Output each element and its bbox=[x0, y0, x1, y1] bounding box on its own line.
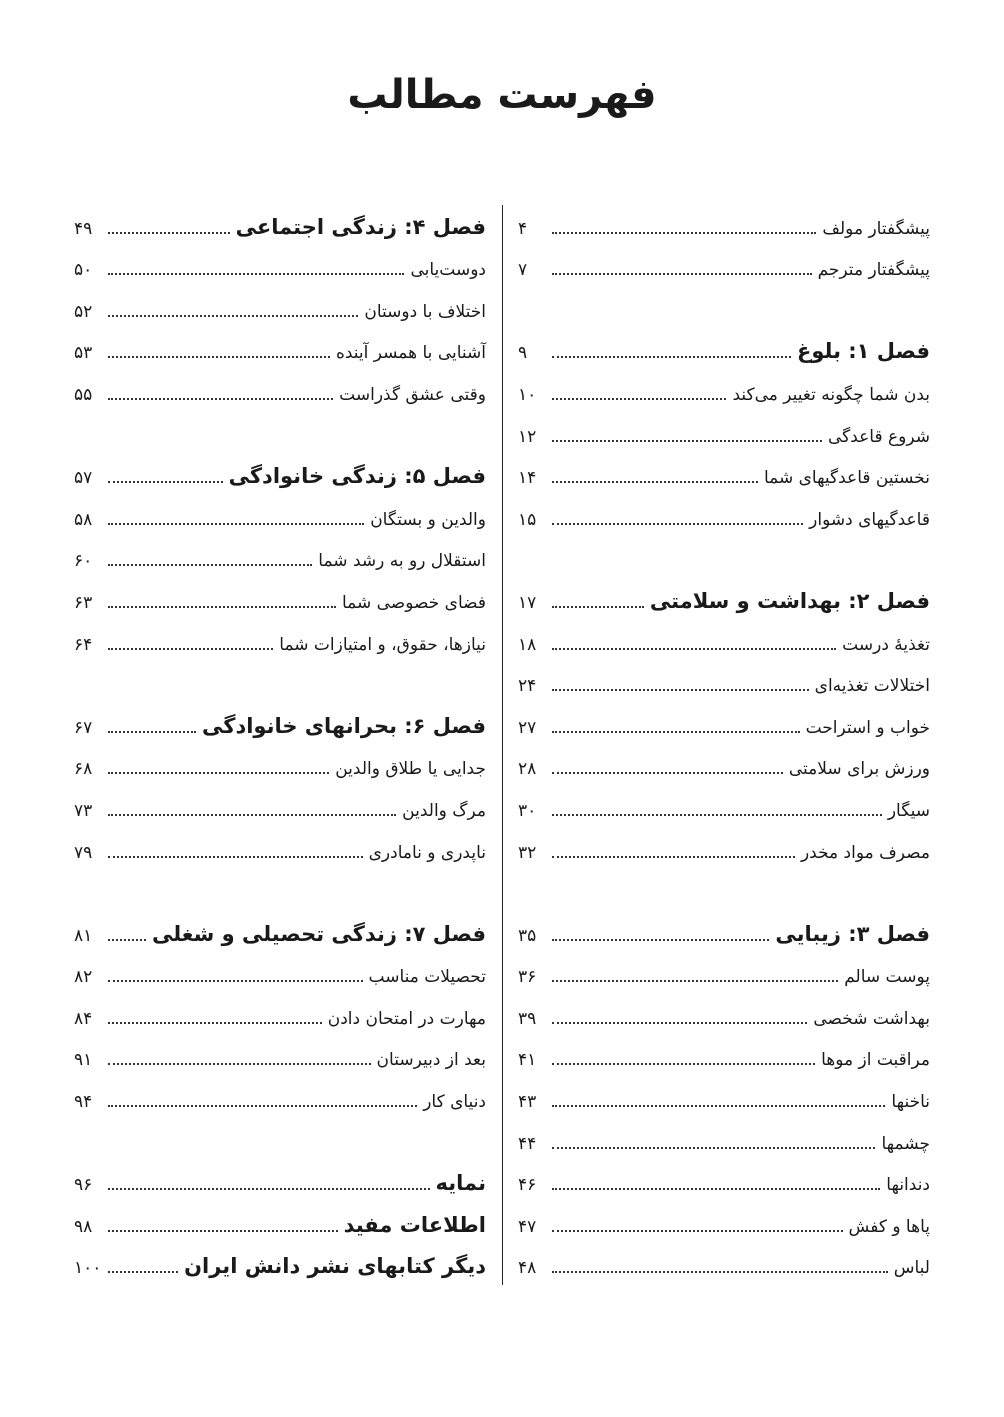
toc-entry-label: دندانها bbox=[886, 1175, 930, 1196]
toc-chapter-heading[interactable] bbox=[74, 205, 486, 247]
dot-leader bbox=[552, 1022, 807, 1024]
toc-chapter-heading[interactable] bbox=[518, 330, 930, 372]
toc-page-number: ۶۷ bbox=[74, 717, 93, 738]
toc-page-number: ۹ bbox=[518, 343, 528, 364]
dot-leader bbox=[108, 232, 230, 234]
dot-leader bbox=[108, 481, 223, 483]
toc-entry[interactable] bbox=[518, 496, 930, 538]
toc-entry-label: فصل ۱: بلوغ bbox=[796, 339, 930, 364]
toc-entry[interactable] bbox=[74, 995, 486, 1037]
toc-entry-label: نیازها، حقوق، و امتیازات شما bbox=[279, 634, 486, 655]
toc-entry-label: بعد از دبیرستان bbox=[376, 1050, 486, 1071]
dot-leader bbox=[552, 273, 812, 275]
toc-entry[interactable] bbox=[518, 954, 930, 996]
toc-entry[interactable] bbox=[518, 1037, 930, 1079]
toc-entry[interactable] bbox=[518, 621, 930, 663]
toc-entry[interactable] bbox=[518, 704, 930, 746]
toc-entry[interactable] bbox=[518, 663, 930, 705]
toc-page-number: ۵۵ bbox=[74, 384, 93, 405]
dot-leader bbox=[108, 523, 364, 525]
toc-entry-label: نمایه bbox=[435, 1171, 486, 1196]
toc-chapter-heading[interactable] bbox=[74, 1245, 486, 1287]
toc-entry[interactable] bbox=[74, 954, 486, 996]
dot-leader bbox=[108, 772, 329, 774]
toc-page-number: ۹۶ bbox=[74, 1175, 93, 1196]
toc-chapter-heading[interactable] bbox=[74, 455, 486, 497]
toc-page-number: ۵۰ bbox=[74, 260, 93, 281]
toc-entry-label: ورزش برای سلامتی bbox=[788, 759, 930, 780]
toc-page-number: ۱۷ bbox=[518, 592, 537, 613]
dot-leader bbox=[552, 356, 791, 358]
dot-leader bbox=[552, 398, 726, 400]
toc-entry-label: آشنایی با همسر آینده bbox=[335, 343, 486, 364]
dot-leader bbox=[552, 814, 882, 816]
dot-leader bbox=[108, 731, 196, 733]
toc-page-number: ۸۲ bbox=[74, 967, 93, 988]
toc-page-number: ۶۳ bbox=[74, 592, 93, 613]
toc-chapter-heading[interactable] bbox=[74, 912, 486, 954]
toc-entry[interactable] bbox=[518, 1078, 930, 1120]
toc-entry-label: شروع قاعدگی bbox=[827, 426, 930, 447]
dot-leader bbox=[552, 232, 816, 234]
toc-page-number: ۳۵ bbox=[518, 925, 537, 946]
dot-leader bbox=[108, 1271, 178, 1273]
dot-leader bbox=[552, 1063, 815, 1065]
toc-page-number: ۲۴ bbox=[518, 676, 537, 697]
toc-entry[interactable] bbox=[518, 247, 930, 289]
toc-entry-label: ناخنها bbox=[891, 1092, 930, 1113]
toc-entry-label: اختلاف با دوستان bbox=[364, 301, 486, 322]
toc-entry[interactable] bbox=[518, 1245, 930, 1287]
toc-page-number: ۶۴ bbox=[74, 634, 93, 655]
dot-leader bbox=[552, 980, 838, 982]
toc-entry-label: پیشگفتار مترجم bbox=[817, 260, 930, 281]
toc-page-number: ۴ bbox=[518, 218, 528, 239]
toc-right-column bbox=[518, 205, 930, 1286]
toc-spacer bbox=[518, 871, 930, 913]
toc-entry[interactable] bbox=[518, 205, 930, 247]
toc-entry-label: بهداشت شخصی bbox=[813, 1008, 930, 1029]
dot-leader bbox=[108, 856, 363, 858]
dot-leader bbox=[108, 356, 330, 358]
dot-leader bbox=[552, 772, 783, 774]
toc-entry-label: فصل ۵: زندگی خانوادگی bbox=[228, 464, 486, 489]
toc-entry-label: مهارت در امتحان دادن bbox=[327, 1008, 486, 1029]
toc-spacer bbox=[74, 871, 486, 913]
toc-entry-label: وقتی عشق گذراست bbox=[339, 384, 486, 405]
toc-entry-label: استقلال رو به رشد شما bbox=[318, 551, 486, 572]
toc-entry[interactable] bbox=[518, 1162, 930, 1204]
toc-entry-label: ناپدری و نامادری bbox=[368, 842, 486, 863]
dot-leader bbox=[552, 1230, 843, 1232]
dot-leader bbox=[108, 1105, 417, 1107]
toc-entry-label: فضای خصوصی شما bbox=[341, 592, 486, 613]
toc-entry-label: اطلاعات مفید bbox=[343, 1212, 486, 1237]
dot-leader bbox=[108, 648, 273, 650]
dot-leader bbox=[552, 1147, 875, 1149]
toc-page-number: ۴۷ bbox=[518, 1216, 537, 1237]
dot-leader bbox=[552, 939, 769, 941]
toc-chapter-heading[interactable] bbox=[518, 912, 930, 954]
toc-page-number: ۳۲ bbox=[518, 842, 537, 863]
toc-entry[interactable] bbox=[518, 1120, 930, 1162]
dot-leader bbox=[552, 606, 644, 608]
toc-page-number: ۳۶ bbox=[518, 967, 537, 988]
toc-page-number: ۴۴ bbox=[518, 1133, 537, 1154]
toc-entry-label: دنیای کار bbox=[423, 1092, 486, 1113]
toc-entry-label: فصل ۴: زندگی اجتماعی bbox=[235, 214, 486, 239]
toc-page-number: ۴۹ bbox=[74, 218, 93, 239]
toc-spacer bbox=[74, 413, 486, 455]
toc-page-number: ۴۳ bbox=[518, 1092, 537, 1113]
dot-leader bbox=[108, 1022, 322, 1024]
dot-leader bbox=[552, 856, 795, 858]
toc-entry[interactable] bbox=[74, 496, 486, 538]
toc-entry-label: دوست‌یابی bbox=[410, 260, 486, 281]
toc-entry-label: تحصیلات مناسب bbox=[368, 967, 486, 988]
toc-entry-label: تغذیهٔ درست bbox=[842, 634, 930, 655]
toc-entry[interactable] bbox=[74, 787, 486, 829]
toc-entry[interactable] bbox=[74, 829, 486, 871]
toc-entry[interactable] bbox=[518, 371, 930, 413]
toc-entry-label: پیشگفتار مولف bbox=[822, 218, 930, 239]
toc-entry[interactable] bbox=[518, 787, 930, 829]
toc-page-number: ۲۷ bbox=[518, 717, 537, 738]
toc-page-number: ۳۰ bbox=[518, 800, 537, 821]
page-title: فهرست مطالب bbox=[347, 72, 657, 118]
dot-leader bbox=[108, 606, 336, 608]
toc-entry[interactable] bbox=[518, 995, 930, 1037]
dot-leader bbox=[108, 398, 333, 400]
toc-page-number: ۱۲ bbox=[518, 426, 537, 447]
toc-entry-label: مرگ والدین bbox=[402, 800, 486, 821]
dot-leader bbox=[552, 648, 836, 650]
dot-leader bbox=[552, 481, 758, 483]
toc-page-number: ۹۴ bbox=[74, 1092, 93, 1113]
toc-page-number: ۵۸ bbox=[74, 509, 93, 530]
toc-entry[interactable] bbox=[518, 455, 930, 497]
toc-entry-label: جدایی یا طلاق والدین bbox=[335, 759, 486, 780]
toc-entry-label: لباس bbox=[893, 1258, 930, 1279]
dot-leader bbox=[552, 523, 803, 525]
toc-entry-label: فصل ۳: زیبایی bbox=[775, 921, 930, 946]
toc-chapter-heading[interactable] bbox=[74, 1203, 486, 1245]
toc-page-number: ۶۸ bbox=[74, 759, 93, 780]
dot-leader bbox=[108, 939, 146, 941]
toc-entry-label: بدن شما چگونه تغییر می‌کند bbox=[732, 384, 930, 405]
toc-entry[interactable] bbox=[74, 538, 486, 580]
toc-page-number: ۵۳ bbox=[74, 343, 93, 364]
toc-page-number: ۸۱ bbox=[74, 925, 93, 946]
toc-page-number: ۱۴ bbox=[518, 468, 537, 489]
toc-entry[interactable] bbox=[74, 288, 486, 330]
toc-entry[interactable] bbox=[518, 829, 930, 871]
toc-entry[interactable] bbox=[74, 1078, 486, 1120]
toc-page-number: ۷ bbox=[518, 260, 528, 281]
dot-leader bbox=[108, 315, 358, 317]
toc-page-number: ۱۰ bbox=[518, 384, 537, 405]
toc-entry-label: والدین و بستگان bbox=[370, 509, 486, 530]
toc-entry-label: مصرف مواد مخدر bbox=[800, 842, 930, 863]
toc-page-number: ۱۰۰ bbox=[74, 1258, 102, 1279]
toc-entry[interactable] bbox=[74, 621, 486, 663]
toc-page-number: ۴۱ bbox=[518, 1050, 537, 1071]
toc-page-number: ۴۸ bbox=[518, 1258, 537, 1279]
toc-entry-label: فصل ۶: بحرانهای خانوادگی bbox=[201, 713, 486, 738]
toc-entry-label: فصل ۷: زندگی تحصیلی و شغلی bbox=[151, 921, 486, 946]
toc-chapter-heading[interactable] bbox=[518, 579, 930, 621]
dot-leader bbox=[108, 273, 404, 275]
toc-entry[interactable] bbox=[74, 746, 486, 788]
toc-page-number: ۵۲ bbox=[74, 301, 93, 322]
toc-page-number: ۲۸ bbox=[518, 759, 537, 780]
column-divider bbox=[502, 205, 503, 1285]
toc-entry[interactable] bbox=[518, 746, 930, 788]
toc-page-number: ۷۳ bbox=[74, 800, 93, 821]
toc-page-number: ۸۴ bbox=[74, 1008, 93, 1029]
toc-page-number: ۵۷ bbox=[74, 468, 93, 489]
toc-entry[interactable] bbox=[74, 330, 486, 372]
toc-entry-label: فصل ۲: بهداشت و سلامتی bbox=[649, 588, 930, 613]
toc-entry[interactable] bbox=[74, 579, 486, 621]
dot-leader bbox=[108, 814, 396, 816]
toc-entry-label: دیگر کتابهای نشر دانش ایران bbox=[184, 1254, 486, 1279]
dot-leader bbox=[108, 1188, 430, 1190]
toc-entry-label: نخستین قاعدگیهای شما bbox=[763, 468, 930, 489]
dot-leader bbox=[552, 1105, 885, 1107]
toc-entry[interactable] bbox=[74, 1037, 486, 1079]
toc-entry[interactable] bbox=[74, 247, 486, 289]
toc-entry-label: خواب و استراحت bbox=[805, 717, 930, 738]
toc-entry-label: چشمها bbox=[881, 1133, 930, 1154]
dot-leader bbox=[108, 980, 363, 982]
toc-entry-label: اختلالات تغذیه‌ای bbox=[814, 676, 930, 697]
toc-entry-label: پاها و کفش bbox=[848, 1216, 930, 1237]
toc-entry-label: سیگار bbox=[887, 800, 930, 821]
toc-left-column bbox=[74, 205, 486, 1286]
toc-page-number: ۷۹ bbox=[74, 842, 93, 863]
toc-page-number: ۹۸ bbox=[74, 1216, 93, 1237]
toc-entry[interactable] bbox=[74, 371, 486, 413]
toc-spacer bbox=[74, 1120, 486, 1162]
toc-spacer bbox=[518, 538, 930, 580]
toc-chapter-heading[interactable] bbox=[74, 1162, 486, 1204]
dot-leader bbox=[108, 564, 312, 566]
dot-leader bbox=[552, 689, 809, 691]
toc-page-number: ۱۸ bbox=[518, 634, 537, 655]
toc-page-number: ۹۱ bbox=[74, 1050, 93, 1071]
toc-entry[interactable] bbox=[518, 1203, 930, 1245]
dot-leader bbox=[108, 1230, 338, 1232]
toc-spacer bbox=[74, 663, 486, 705]
toc-page-number: ۱۵ bbox=[518, 509, 537, 530]
dot-leader bbox=[552, 440, 822, 442]
toc-page-number: ۴۶ bbox=[518, 1175, 537, 1196]
toc-spacer bbox=[518, 288, 930, 330]
dot-leader bbox=[552, 1188, 880, 1190]
dot-leader bbox=[108, 1063, 371, 1065]
toc-page-number: ۶۰ bbox=[74, 551, 93, 572]
toc-chapter-heading[interactable] bbox=[74, 704, 486, 746]
toc-entry-label: پوست سالم bbox=[844, 967, 930, 988]
toc-page-number: ۳۹ bbox=[518, 1008, 537, 1029]
toc-entry[interactable] bbox=[518, 413, 930, 455]
dot-leader bbox=[552, 731, 800, 733]
toc-entry-label: مراقبت از موها bbox=[821, 1050, 930, 1071]
toc-entry-label: قاعدگیهای دشوار bbox=[809, 509, 930, 530]
dot-leader bbox=[552, 1271, 888, 1273]
